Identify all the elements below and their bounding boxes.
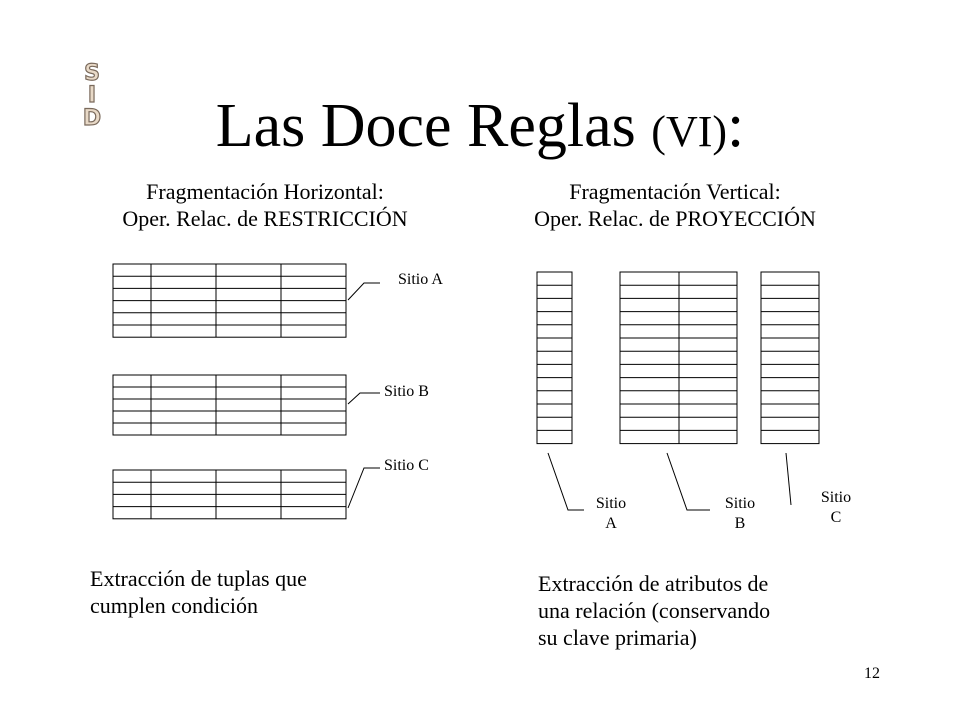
vertical-site-b-word: Sitio xyxy=(724,495,756,512)
vertical-fragment-a xyxy=(537,272,572,444)
fragment-grids xyxy=(113,264,819,519)
site-label-b: Sitio B xyxy=(384,383,429,400)
svg-text:S: S xyxy=(84,61,100,86)
svg-text:D: D xyxy=(82,106,102,130)
vertical-site-b xyxy=(715,494,765,534)
vertical-site-a-letter: A xyxy=(605,515,617,532)
vertical-heading-line1: Fragmentación Vertical: xyxy=(569,179,781,204)
vertical-site-a xyxy=(586,494,636,534)
title-sub: (VI) xyxy=(651,107,728,156)
vertical-caption-line3: su clave primaria) xyxy=(538,625,697,650)
vertical-caption-line1: Extracción de atributos de xyxy=(538,571,769,596)
site-label-c: Sitio C xyxy=(384,457,429,474)
vertical-fragment-c xyxy=(761,272,819,444)
page-number: 12 xyxy=(864,665,880,682)
vertical-site-c-word: Sitio xyxy=(820,489,852,506)
vertical-heading-line2: Oper. Relac. de PROYECCIÓN xyxy=(534,206,816,231)
horizontal-fragment-c xyxy=(113,470,346,519)
leader-vertical-c xyxy=(786,453,791,505)
horizontal-fragment-a xyxy=(113,264,346,337)
site-label-a: Sitio A xyxy=(398,271,443,288)
leader-site-c xyxy=(348,468,380,508)
horizontal-heading-line1: Fragmentación Horizontal: xyxy=(146,179,384,204)
vertical-site-c-letter: C xyxy=(830,509,842,526)
vertical-fragment-b xyxy=(620,272,737,444)
vertical-caption-line2: una relación (conservando xyxy=(538,598,771,623)
vertical-caption xyxy=(538,570,868,651)
leader-site-a xyxy=(348,283,380,300)
vertical-site-a-word: Sitio xyxy=(595,495,627,512)
leader-vertical-b xyxy=(667,453,710,510)
vertical-site-b-letter: B xyxy=(734,515,746,532)
title-suffix: : xyxy=(727,92,745,160)
horizontal-heading-line2: Oper. Relac. de RESTRICCIÓN xyxy=(122,206,408,231)
leader-site-b xyxy=(348,393,380,404)
horizontal-caption xyxy=(90,565,410,619)
horizontal-caption-line2: cumplen condición xyxy=(90,593,259,618)
horizontal-fragment-b xyxy=(113,375,346,435)
title-main: Las Doce Reglas xyxy=(215,92,636,160)
svg-text:I: I xyxy=(87,83,97,108)
leader-vertical-a xyxy=(548,453,584,510)
vertical-site-c xyxy=(811,488,861,528)
horizontal-caption-line1: Extracción de tuplas que xyxy=(90,566,307,591)
